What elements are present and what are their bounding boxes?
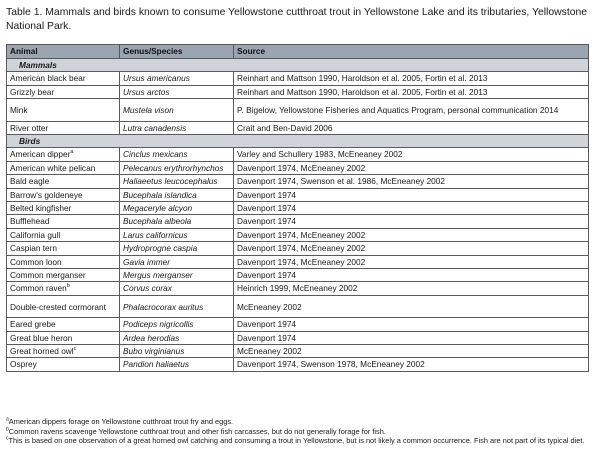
cell-species: Lutra canadensis [120, 121, 234, 134]
footnote [6, 427, 590, 437]
animal-name: Common merganser [10, 269, 86, 280]
footnote-mark: b [6, 426, 9, 433]
cell-species: Mustela vison [120, 99, 234, 122]
footnote-marker: b [66, 283, 70, 290]
table-row [7, 318, 589, 331]
cell-species: Mergus merganser [120, 268, 234, 281]
cell-source: McEneaney 2002 [234, 295, 589, 318]
cell-animal [7, 99, 120, 122]
footnote-text: This is based on one observation of a great horned owl catching and consuming a trout in Yellowstone, but is not likely a common occurrence. Fish are not part of its typical diet. [8, 436, 585, 446]
table-row [7, 282, 589, 295]
cell-species: Phalacrocorax auritus [120, 295, 234, 318]
animal-name: Grizzly bear [10, 86, 55, 97]
footnote [6, 417, 590, 427]
section-row-birds [7, 135, 589, 148]
cell-source: Davenport 1974 [234, 268, 589, 281]
cell-source: Reinhart and Mattson 1990, Haroldson et al. 2005, Fortin et al. 2013 [234, 72, 589, 85]
cell-source: Davenport 1974, McEneaney 2002 [234, 161, 589, 174]
table-row [7, 295, 589, 318]
footnotes [6, 417, 590, 446]
cell-animal [7, 358, 120, 371]
animal-name: California gull [10, 229, 61, 240]
footnote-text: Common ravens scavenge Yellowstone cutthroat trout and other fish carcasses, but do not generally forage for fish. [8, 426, 386, 436]
table-body [7, 59, 589, 372]
cell-source: Davenport 1974 [234, 331, 589, 344]
animal-name: Caspian tern [10, 243, 58, 254]
table-row [7, 161, 589, 174]
footnote [6, 436, 590, 446]
header-source: Source [234, 45, 589, 59]
cell-animal [7, 318, 120, 331]
table-row [7, 121, 589, 134]
table-row [7, 345, 589, 358]
animal-name: Osprey [10, 359, 37, 370]
table-row [7, 228, 589, 241]
animal-name: Common raven [10, 283, 67, 294]
cell-species: Bubo virginianus [120, 345, 234, 358]
predator-table [6, 44, 589, 372]
cell-species: Hydroprogne caspia [120, 242, 234, 255]
cell-species: Megaceryle alcyon [120, 202, 234, 215]
cell-animal [7, 72, 120, 85]
table-row [7, 255, 589, 268]
animal-name: American white pelican [10, 162, 96, 173]
animal-name: Belted kingfisher [10, 203, 72, 213]
table-row [7, 175, 589, 188]
table-row [7, 215, 589, 228]
cell-source: Reinhart and Mattson 1990, Haroldson et al. 2005, Fortin et al. 2013 [234, 85, 589, 98]
cell-species: Cinclus mexicans [120, 148, 234, 161]
header-row [7, 45, 589, 59]
cell-source: Varley and Schullery 1983, McEneaney 2002 [234, 148, 589, 161]
footnote-marker: c [73, 346, 77, 353]
cell-animal [7, 188, 120, 201]
cell-species: Podiceps nigricollis [120, 318, 234, 331]
table-row [7, 99, 589, 122]
animal-name: American dipper [10, 149, 71, 160]
cell-animal [7, 242, 120, 255]
cell-animal [7, 202, 120, 215]
animal-name: Great blue heron [10, 332, 73, 343]
cell-source: Davenport 1974, McEneaney 2002 [234, 228, 589, 241]
cell-animal [7, 175, 120, 188]
animal-name: Bufflehead [10, 216, 50, 227]
section-title: Birds [7, 135, 589, 148]
animal-name: River otter [10, 122, 49, 133]
animal-name: Common loon [10, 256, 62, 267]
table-row [7, 242, 589, 255]
animal-name: American black bear [10, 73, 86, 84]
cell-animal [7, 148, 120, 161]
cell-species: Bucephala islandica [120, 188, 234, 201]
animal-name: Barrow's goldeneye [10, 189, 83, 200]
cell-species: Corvus corax [120, 282, 234, 295]
cell-species: Haliaeetus leucocephalus [120, 175, 234, 188]
table-caption: Table 1. Mammals and birds known to consume Yellowstone cutthroat trout in Yellowstone Lake and its tributaries, Yellowstone National Park. [6, 7, 588, 32]
animal-name: Bald eagle [10, 176, 50, 187]
cell-animal [7, 215, 120, 228]
animal-name: Eared grebe [10, 319, 56, 330]
table-row [7, 188, 589, 201]
cell-animal [7, 345, 120, 358]
cell-animal [7, 85, 120, 98]
cell-source: Davenport 1974, Swenson 1978, McEneaney 2002 [234, 358, 589, 371]
animal-name: Great horned owl [10, 346, 74, 357]
cell-animal [7, 255, 120, 268]
cell-species: Gavia immer [120, 255, 234, 268]
cell-animal [7, 228, 120, 241]
header-genus-species: Genus/Species [120, 45, 234, 59]
cell-source: Heinrich 1999, McEneaney 2002 [234, 282, 589, 295]
cell-species: Pandion haliaetus [120, 358, 234, 371]
cell-species: Bucephala albeola [120, 215, 234, 228]
footnote-mark: a [6, 416, 9, 423]
cell-source: Davenport 1974 [234, 318, 589, 331]
section-row-mammals [7, 59, 589, 72]
footnote-marker: a [70, 149, 74, 156]
table-row [7, 331, 589, 344]
cell-source: Davenport 1974, McEneaney 2002 [234, 255, 589, 268]
cell-source: Davenport 1974 [234, 202, 589, 215]
cell-species: Ursus arctos [120, 85, 234, 98]
animal-name: Mink [10, 104, 28, 115]
cell-source: Davenport 1974, McEneaney 2002 [234, 242, 589, 255]
cell-source: P. Bigelow, Yellowstone Fisheries and Aquatics Program, personal communication 2014 [234, 99, 589, 122]
cell-source: Crait and Ben-David 2006 [234, 121, 589, 134]
cell-animal [7, 282, 120, 295]
cell-species: Larus californicus [120, 228, 234, 241]
cell-source: Davenport 1974 [234, 215, 589, 228]
footnote-text: American dippers forage on Yellowstone cutthroat trout fry and eggs. [8, 417, 234, 426]
table-row [7, 202, 589, 215]
cell-animal [7, 121, 120, 134]
table-row [7, 85, 589, 98]
header-animal: Animal [7, 45, 120, 59]
cell-animal [7, 331, 120, 344]
cell-source: Davenport 1974, Swenson et al. 1986, McEneaney 2002 [234, 175, 589, 188]
table-row [7, 148, 589, 161]
cell-animal [7, 295, 120, 318]
cell-animal [7, 161, 120, 174]
cell-species: Ursus americanus [120, 72, 234, 85]
table-row [7, 268, 589, 281]
section-title: Mammals [7, 59, 589, 72]
cell-source: McEneaney 2002 [234, 345, 589, 358]
footnote-mark: c [6, 435, 9, 442]
cell-source: Davenport 1974 [234, 188, 589, 201]
table-row [7, 72, 589, 85]
animal-name: Double-crested cormorant [10, 301, 106, 312]
cell-species: Pelecanus erythrorhynchos [120, 161, 234, 174]
cell-species: Ardea herodias [120, 331, 234, 344]
table-row [7, 358, 589, 371]
cell-animal [7, 268, 120, 281]
